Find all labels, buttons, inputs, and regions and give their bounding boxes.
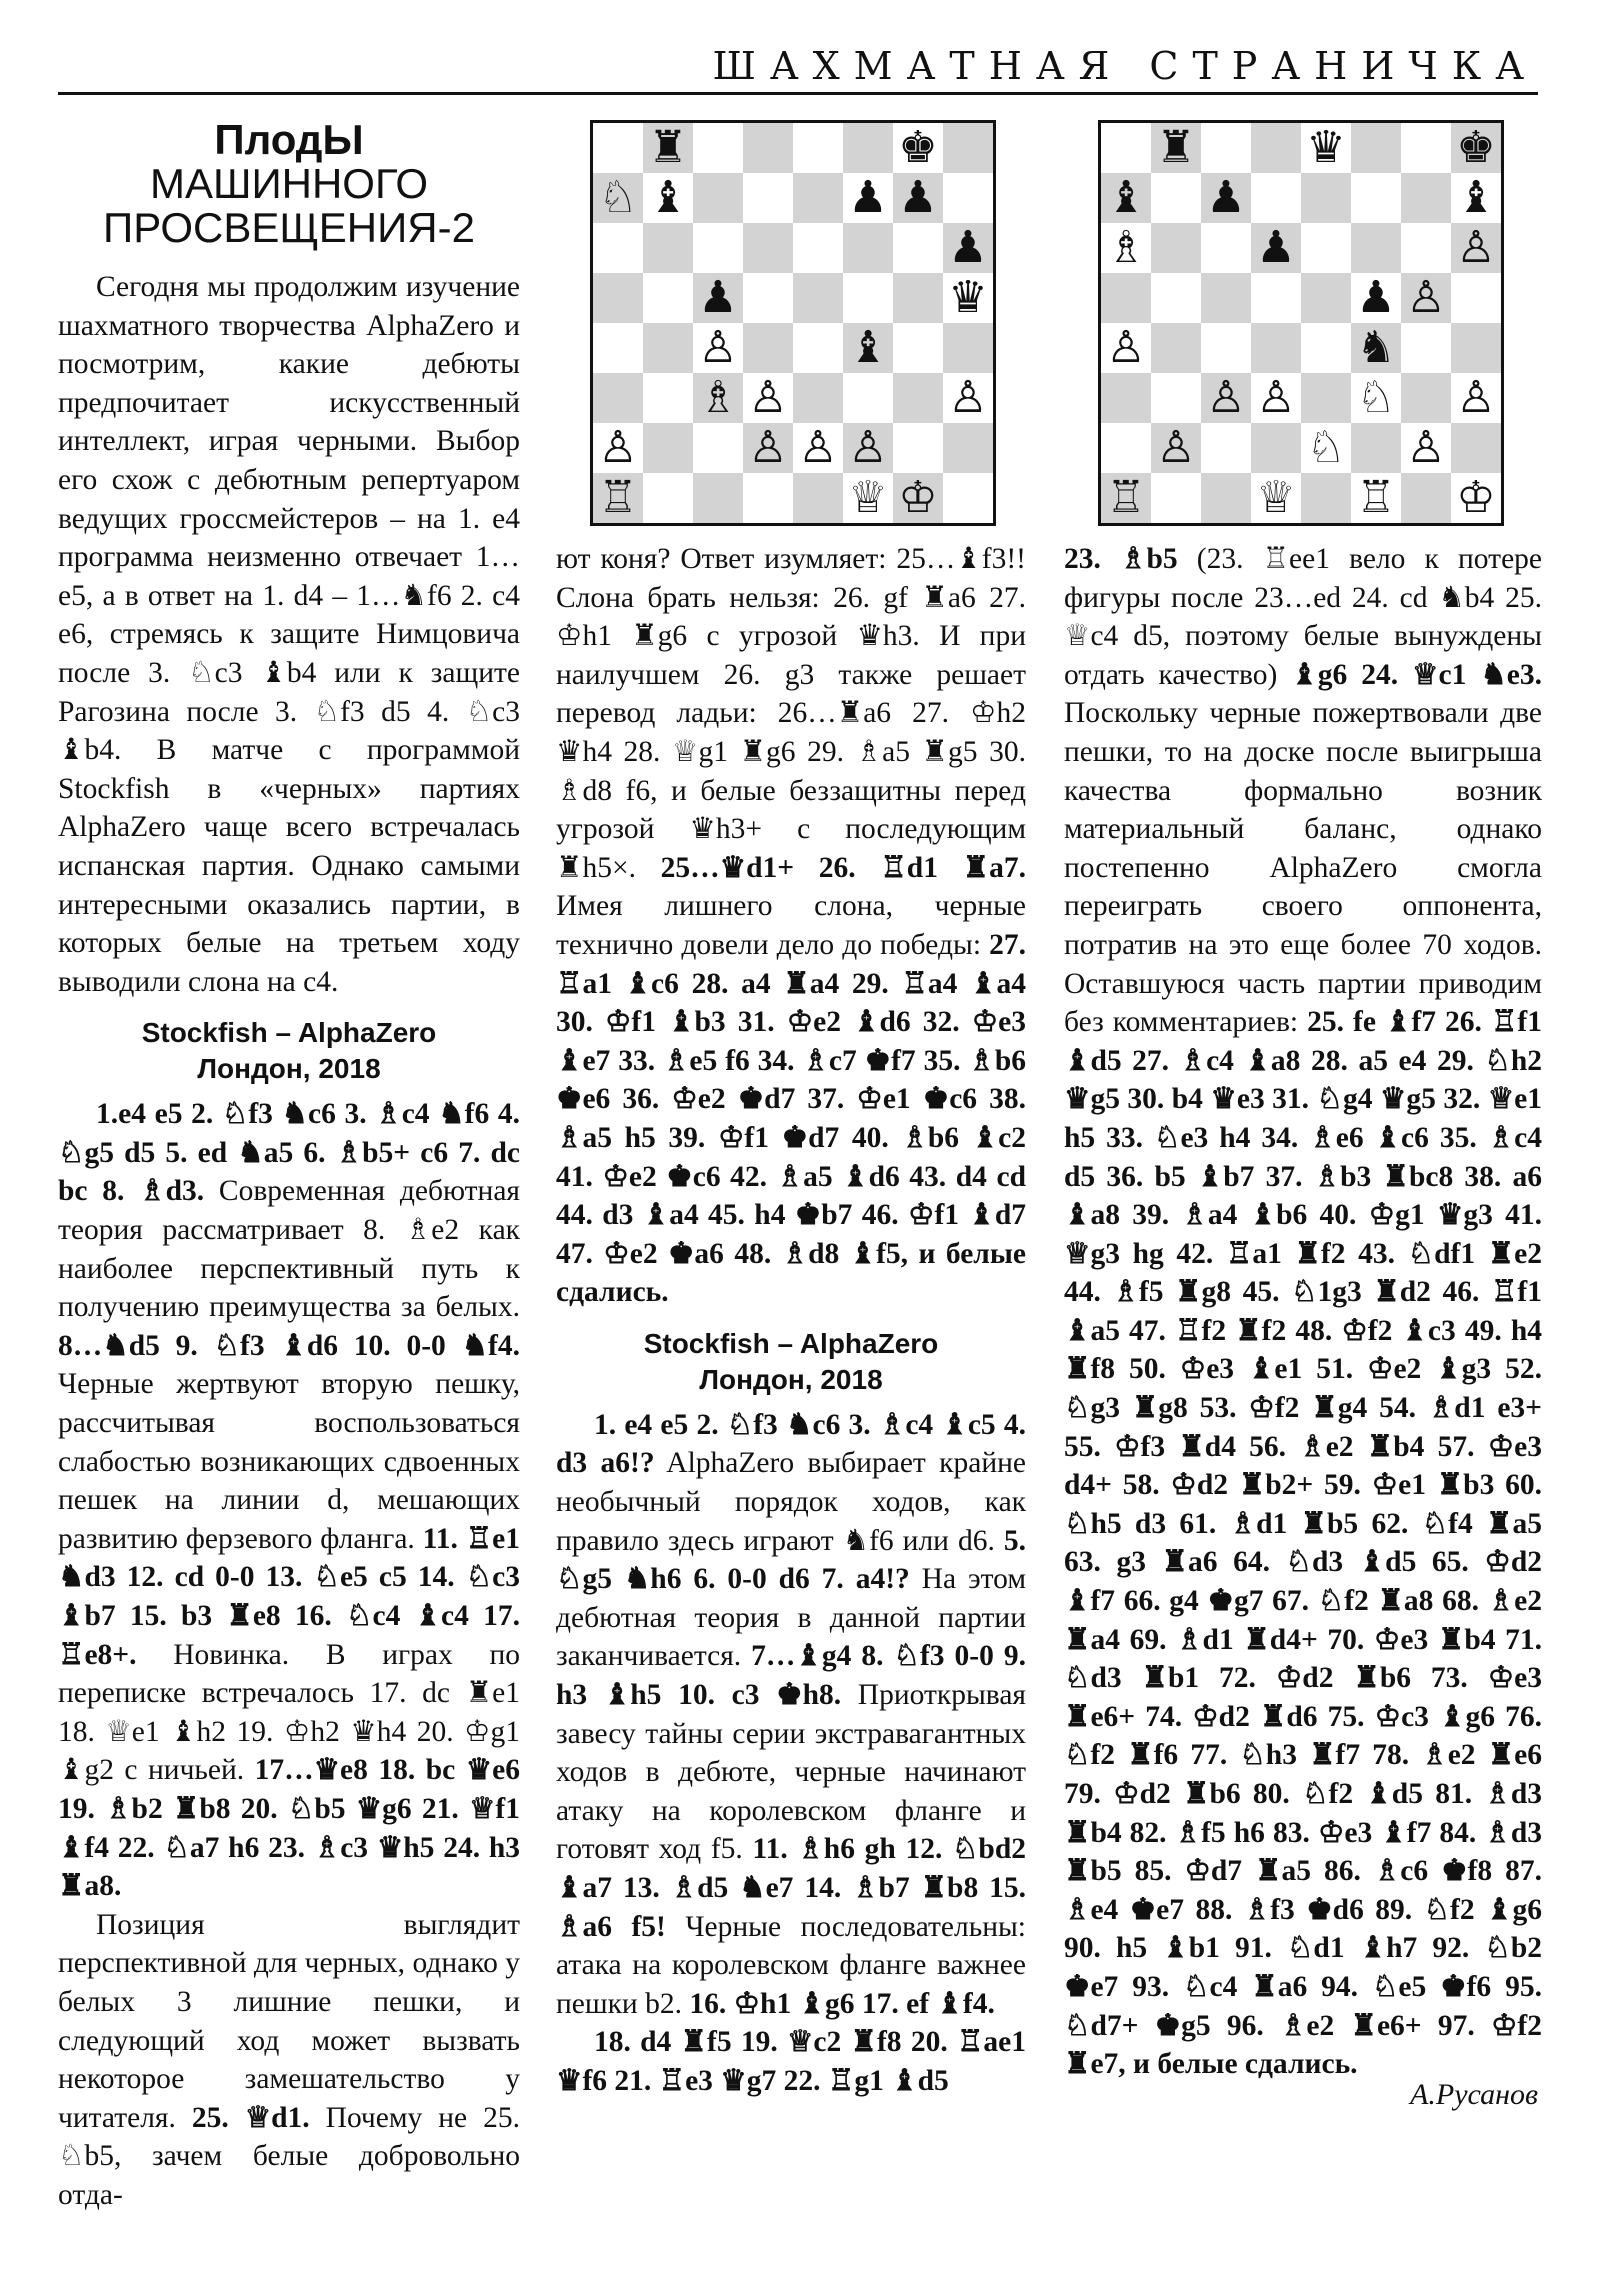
column-3 [1064,540,1542,2084]
col3-moves-c: 25. fe ♝f7 26. ♖f1 ♝d5 27. ♗c4 ♝a8 28. a5 e4 29. ♘h2 ♛g5 30. b4 ♛e3 31. ♘g4 ♛g5 32. ♕e1 h5 33. ♘e3 h4 34. ♗e6 ♝c6 35. ♗c4 d5 36. b5 ♝b7 37. ♗b3 ♜bc8 38. a6 ♝a8 39. ♗a4 ♝b6 40. ♔g1 ♛g3 41. ♕g3 hg 42. ♖a1 ♜f2 43. ♘df1 ♜e2 44. ♗f5 ♜g8 45. ♘1g3 ♜d2 46. ♖f1 ♝a5 47. ♖f2 ♜f2 48. ♔f2 ♝c3 49. h4 ♜f8 50. ♔e3 ♝e1 51. ♔e2 ♝g3 52. ♘g3 ♜g8 53. ♔f2 ♜g4 54. ♗d1 e3+ 55. ♔f3 ♜d4 56. ♗e2 ♜b4 57. ♔e3 d4+ 58. ♔d2 ♜b2+ 59. ♔e1 ♜b3 60. ♘h5 d3 61. ♗d1 ♜b5 62. ♘f4 ♜a5 63. g3 ♜a6 64. ♘d3 ♝d5 65. ♔d2 ♝f7 66. g4 ♚g7 67. ♘f2 ♜a8 68. ♗e2 ♜a4 69. ♗d1 ♜d4+ 70. ♔e3 ♜b4 71. ♘d3 ♜b1 72. ♔d2 ♜b6 73. ♔e3 ♜e6+ 74. ♔d2 ♜d6 75. ♔c3 ♝g6 76. ♘f2 ♜f6 77. ♘h3 ♜f7 78. ♗e2 ♜e6 79. ♔d2 ♜b6 80. ♘f2 ♝d5 81. ♗d3 ♜b4 82. ♗f5 h6 83. ♔e3 ♝f7 84. ♗d3 ♜b5 85. ♔d7 ♜a5 86. ♗c6 ♚f8 87. ♗e4 ♚e7 88. ♗f3 ♚d6 89. ♘f2 ♝g6 90. h5 ♝b1 91. ♘d1 ♝h7 92. ♘b2 ♚e7 93. ♘c4 ♜a6 94. ♘e5 ♚f6 95. ♘d7+ ♚g5 96. ♗e2 ♜e6+ 97. ♔f2 ♜e7, и белые сдались. [1064,1006,1542,2081]
board-square [1401,223,1451,273]
chess-piece-a2: ♙ [598,422,638,473]
board-square [1251,423,1301,473]
chess-piece-b2: ♙ [1156,422,1196,473]
game-2-text-b: На этом дебютная теория в данной партии заканчивается. [556,1563,1027,1673]
game-2-moves-b: 5. ♘g5 ♞h6 6. 0-0 d6 7. a4!? [556,1524,1026,1596]
board-square [1401,473,1451,523]
game-2-players: Stockfish – AlphaZero [643,1327,939,1359]
chess-piece-a7: ♘ [598,172,638,223]
chess-piece-h7: ♝ [1456,172,1496,223]
board-square [793,373,843,423]
article-title-line-3: ПРОСВЕЩЕНИЯ-2 [103,204,475,251]
game-1-text-b: Черные жертвуют вторую пешку, рассчитывая воспользоваться слабостью возникающих сдвоенных пешек на линии d, мешающих развитию ферзевого фланга. [58,1368,520,1555]
chess-diagram-2 [1098,120,1504,526]
board-square [743,323,793,373]
chess-piece-h5: ♛ [948,272,988,323]
board-square [1401,173,1451,223]
chess-piece-b8: ♜ [648,122,688,173]
board-square [1401,123,1451,173]
board-square [643,373,693,423]
article-title-line-2: МАШИННОГО [149,160,429,207]
game-2-moves-c: 7…♝g4 8. ♘f3 0-0 9. h3 ♝h5 10. c3 ♚h8. [556,1640,1026,1712]
chess-piece-g8: ♚ [898,122,938,173]
board-square [843,223,893,273]
page-header-title: ШАХМАТНАЯ СТРАНИЧКА [712,44,1538,88]
chess-piece-h3: ♙ [948,372,988,423]
column-2 [556,540,1026,2101]
board-square [1201,473,1251,523]
game-1-text-c: Новинка. В играх по переписке встречалось 17. dc ♜e1 18. ♕e1 ♝h2 19. ♔h2 ♛h4 20. ♔g1 ♝g2 с ничьей. [58,1638,520,1787]
board-square [1301,473,1351,523]
board-square [593,223,643,273]
board-square [743,123,793,173]
board-square [693,123,743,173]
board-square [1351,223,1401,273]
board-square [943,173,993,223]
chess-piece-h6: ♟ [948,222,988,273]
chess-piece-a7: ♝ [1106,172,1146,223]
col2-paragraph-1 [556,540,1026,1312]
board-square [843,123,893,173]
board-square [1151,173,1201,223]
game-2-moves-f: 18. d4 ♜f5 19. ♕c2 ♜f8 20. ♖ae1 ♛f6 21. ♖e3 ♛g7 22. ♖g1 ♝d5 [556,2026,1026,2097]
chess-piece-h6: ♙ [1456,222,1496,273]
board-square [643,223,693,273]
board-square [643,423,693,473]
chess-piece-f1: ♖ [1356,472,1396,523]
chess-piece-c5: ♟ [698,272,738,323]
board-square [943,323,993,373]
board-square [743,173,793,223]
chess-piece-d2: ♙ [748,422,788,473]
board-square [793,473,843,523]
col3-paragraph [1064,540,1542,2084]
board-square [1351,173,1401,223]
board-square [1201,223,1251,273]
chess-piece-c7: ♟ [1206,172,1246,223]
board-square [1151,473,1201,523]
chess-piece-h8: ♚ [1456,122,1496,173]
board-square [793,223,843,273]
board-square [1451,323,1501,373]
board-square [943,123,993,173]
col3-moves-b: ♝g6 24. ♕c1 ♞e3. [1291,658,1542,691]
chess-piece-d6: ♟ [1256,222,1296,273]
game-1-moves-a: 1.e4 e5 2. ♘f3 ♞c6 3. ♗c4 ♞f6 4. ♘g5 d5 5. ed ♞a5 6. ♗b5+ c6 7. dc bc 8. ♗d3. [58,1098,520,1208]
board-square [1151,323,1201,373]
game-2-moves-a: 1. e4 e5 2. ♘f3 ♞c6 3. ♗c4 ♝c5 4. d3 a6!? [556,1408,1026,1480]
board-square [943,423,993,473]
board-square [793,173,843,223]
chess-piece-b7: ♝ [648,172,688,223]
game-1-text-a: Современная дебютная теория рассматривает 8. ♗e2 как наиболее перспективный путь к получению преимущества за белых. [58,1175,520,1324]
board-square [1201,423,1251,473]
chess-piece-a6: ♗ [1106,222,1146,273]
chess-piece-a4: ♙ [1106,322,1146,373]
chess-piece-e8: ♛ [1306,122,1346,173]
board-square [593,373,643,423]
game-2-moves-d: 11. ♗h6 gh 12. ♘bd2 ♝a7 13. ♗d5 ♞e7 14. ♗b7 ♜b8 15. ♗a6 f5! [556,1833,1026,1943]
board-square [1401,373,1451,423]
intro-paragraph: Сегодня мы продолжим изучение шахматного творчества AlphaZero и посмотрим, какие дебюты предпочитает искусственный интеллект, играя черными. Выбор его схож с дебютным репертуаром ведущих гроссмейстеров – на 1. e4 программа неизменно отвечает 1…e5, а в ответ на 1. d4 – 1…♞f6 2. c4 e6, стремясь к защите Нимцовича после 3. ♘c3 ♝b4 или к защите Рагозина после 3. ♘f3 d5 4. ♘c3 ♝b4. В матче с программой Stockfish в «черных» партиях AlphaZero чаще всего встречалась испанская партия. Однако самыми интересными оказались партии, в которых белые на третьем ходу выводили слона на c4. [58,271,520,998]
game-2-text-a: AlphaZero выбирает крайне необычный порядок ходов, как правило здесь играют ♞f6 или d6. [556,1447,1026,1557]
board-square [693,173,743,223]
chess-piece-f7: ♟ [848,172,888,223]
chess-piece-g5: ♙ [1406,272,1446,323]
board-square [1201,123,1251,173]
board-square [943,473,993,523]
game-1-moves-d: 17…♛e8 18. bc ♛e6 19. ♗b2 ♜b8 20. ♘b5 ♛g6 21. ♕f1 ♝f4 22. ♘a7 h6 23. ♗c3 ♛h5 24. h3 ♜a8. [58,1754,520,1903]
chess-piece-h3: ♙ [1456,372,1496,423]
board-square [1151,273,1201,323]
board-square [1301,373,1351,423]
board-square [1251,273,1301,323]
game-1-place: Лондон, 2018 [197,1053,381,1085]
game-1-moves-b: 8…♞d5 9. ♘f3 ♝d6 10. 0-0 ♞f4. [58,1329,520,1362]
board-square [593,123,643,173]
board-square [893,373,943,423]
chess-piece-d3: ♙ [748,372,788,423]
game-1-heading [58,1015,520,1087]
chess-piece-f3: ♘ [1356,372,1396,423]
board-square [1301,323,1351,373]
game-2-text-c: Приоткрывая завесу тайны серии экстравагантных ходов в дебюте, черные начинают атаку на королевском фланге и готовят ход f5. [556,1679,1026,1866]
chess-piece-c4: ♙ [698,322,738,373]
board-square [893,323,943,373]
board-square [743,273,793,323]
col2-moves-b: 27. ♖a1 ♝c6 28. a4 ♜a4 29. ♖a4 ♝a4 30. ♔f1 ♝b3 31. ♔e2 ♝d6 32. ♔e3 ♝e7 33. ♗e5 f6 34. ♗c7 ♚f7 35. ♗b6 ♚e6 36. ♔e2 ♚d7 37. ♔e1 ♚c6 38. ♗a5 h5 39. ♔f1 ♚d7 40. ♗b6 ♝c2 41. ♔e2 ♚c6 42. ♗a5 ♝d6 43. d4 cd 44. d3 ♝a4 45. h4 ♚b7 46. ♔f1 ♝d7 47. ♔e2 ♚a6 48. ♗d8 ♝f5, и белые сдались. [556,928,1026,1309]
chess-piece-g7: ♟ [898,172,938,223]
game-2-heading [556,1326,1026,1398]
position-paragraph [58,1906,520,2215]
chess-piece-d1: ♕ [1256,472,1296,523]
board-square [1251,323,1301,373]
article-title-line-1: ПлодЫ [214,116,364,163]
board-square [593,323,643,373]
board-square [693,423,743,473]
chess-piece-c3: ♙ [1206,372,1246,423]
chess-piece-h1: ♔ [1456,472,1496,523]
position-text-end: Почему не 25. ♘b5, зачем белые добровольно отда- [58,2101,520,2211]
board-square [1101,123,1151,173]
chess-piece-f1: ♕ [848,472,888,523]
game-2-paragraph-2 [556,2023,1026,2100]
board-square [1251,123,1301,173]
article-title [58,118,520,250]
col2-text-1: ют коня? Ответ изумляет: 25…♝f3!! Слона брать нельзя: 26. gf ♜a6 27. ♔h1 ♜g6 с угрозой ♛h3. И при наилучшем 26. g3 также решает перевод ладьи: 26…♜a6 27. ♔h2 ♛h4 28. ♕g1 ♜g6 29. ♗a5 ♜g5 30. ♗d8 f6, и белые беззащитны перед угрозой ♛h3+ с последующим ♜h5×. [556,543,1026,884]
board-square [643,323,693,373]
game-2-moves-e: 16. ♔h1 ♝g6 17. ef ♝f4. [689,1987,995,2020]
board-square [643,473,693,523]
position-text: Позиция выглядит перспективной для черных, однако у белых 3 лишние пешки, и следующий ход может вызвать некоторое замешательство у читателя. [58,1908,520,2134]
board-square [1101,373,1151,423]
board-square [843,273,893,323]
chess-piece-f4: ♝ [848,322,888,373]
board-square [793,323,843,373]
board-square [1451,273,1501,323]
chess-piece-g2: ♙ [1406,422,1446,473]
board-square [1251,173,1301,223]
col2-text-a: Имея лишнего слона, черные технично довели дело до победы: [556,890,1026,961]
chess-piece-a1: ♖ [1106,472,1146,523]
chess-piece-e2: ♘ [1306,422,1346,473]
board-square [1201,323,1251,373]
game-2-text-d: Черные последовательны: атака на королевском фланге важнее пешки b2. [556,1910,1026,2020]
chess-piece-e2: ♙ [798,422,838,473]
board-square [693,473,743,523]
board-square [1451,423,1501,473]
board-square [1201,273,1251,323]
board-square [1101,423,1151,473]
chess-diagram-1 [590,120,996,526]
board-square [1301,223,1351,273]
game-2-place: Лондон, 2018 [699,1363,883,1395]
col2-moves-a: 25…♛d1+ 26. ♖d1 ♜a7. [660,851,1026,884]
column-1 [58,118,520,2215]
col3-moves-a: 23. ♗b5 [1064,543,1178,575]
board-square [1101,273,1151,323]
game-1-moves-c: 11. ♖e1 ♞d3 12. cd 0-0 13. ♘e5 c5 14. ♘c3 ♝b7 15. b3 ♜e8 16. ♘c4 ♝c4 17. ♖e8+. [58,1522,520,1671]
board-square [1151,373,1201,423]
chess-piece-a1: ♖ [598,472,638,523]
game-2-paragraph [556,1406,1026,2024]
board-square [793,123,843,173]
chess-piece-d3: ♙ [1256,372,1296,423]
chess-piece-f4: ♞ [1356,322,1396,373]
board-square [1351,123,1401,173]
chess-piece-g1: ♔ [898,472,938,523]
chess-piece-f2: ♙ [848,422,888,473]
board-square [843,373,893,423]
board-square [743,473,793,523]
board-square [743,223,793,273]
game-1-players: Stockfish – AlphaZero [141,1017,437,1049]
board-square [793,273,843,323]
board-square [893,273,943,323]
position-move: 25. ♕d1. [191,2101,310,2134]
board-square [1301,273,1351,323]
col3-text-a: (23. ♖ee1 вело к потере фигуры после 23…ed 24. cd ♞b4 25. ♕c4 d5, поэтому белые вынуждены отдать качество) [1064,543,1543,691]
page-header [58,40,1538,95]
game-1-paragraph [58,1095,520,1905]
article-author: А.Русанов [1410,2078,1538,2111]
board-square [1151,223,1201,273]
board-square [1351,423,1401,473]
chess-piece-f5: ♟ [1356,272,1396,323]
board-square [893,423,943,473]
chess-piece-c3: ♗ [698,372,738,423]
board-square [1301,173,1351,223]
board-square [693,223,743,273]
chess-piece-b8: ♜ [1156,122,1196,173]
board-square [893,223,943,273]
board-square [643,273,693,323]
col3-text-b: Поскольку черные пожертвовали две пешки, то на доске после выигрыша качества формально возник материальный баланс, однако постепенно AlphaZero смогла переиграть своего оппонента, потратив на это еще более 70 ходов. Оставшуюся часть партии приводим без комментариев: [1064,697,1542,1039]
board-square [593,273,643,323]
board-square [1401,323,1451,373]
